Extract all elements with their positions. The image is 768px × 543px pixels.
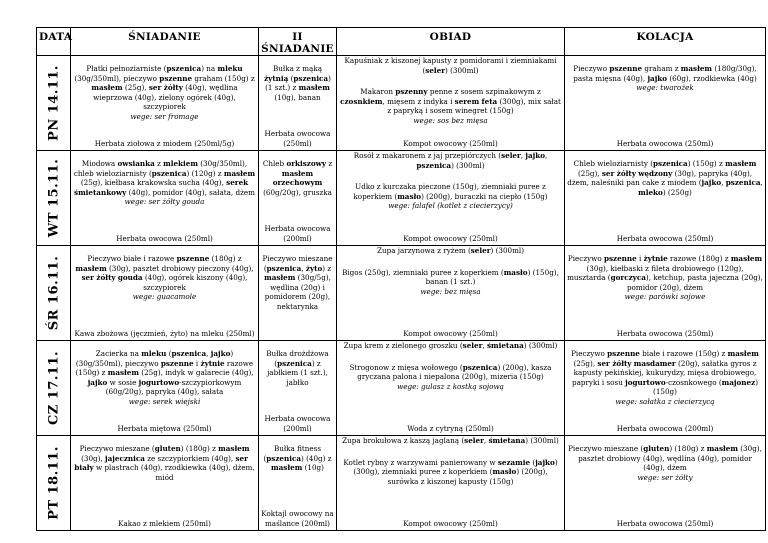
breakfast-cell — [71, 151, 259, 246]
day-label-cell — [37, 151, 71, 246]
lunch-alt: wege: falafel (kotlet z ciecierzycy) — [388, 201, 513, 210]
breakfast-main: Płatki pełnoziarniste (pszenica) na mleku (30g/350ml), pieczywo pszenne graham (150g) z masłem (25g), ser żółty (40g), wędlina wieprzowa (40g), zielony ogórek (40g), szczypiorek — [74, 64, 255, 111]
day-row — [37, 436, 766, 531]
dinner-drink: Herbata owocowa (250ml) — [616, 138, 714, 148]
menu-body — [37, 56, 766, 531]
second-breakfast-drink: Herbata owocowa (200ml) — [264, 414, 331, 433]
second-breakfast-drink: Herbata owocowa (200ml) — [264, 224, 331, 243]
lunch-soup: Kapuśniak z kiszonej kapusty z pomidorami i ziemniakami (seler) (300ml) — [344, 56, 557, 75]
day-label-cell — [37, 341, 71, 436]
day-label: PT 18.11. — [45, 446, 61, 520]
lunch-main: Kotlet rybny z warzywami panierowany w sezamie (jajko) (300g), ziemniaki puree z koperkiem (masło) (200g), surówka z kiszonej kapusty (150g) — [343, 457, 558, 486]
dinner-cell — [565, 246, 766, 341]
breakfast-cell — [71, 436, 259, 531]
day-row — [37, 246, 766, 341]
header-date: DATA — [37, 28, 71, 56]
breakfast-alt: wege: ser fromage — [130, 111, 199, 121]
lunch-soup: Rosół z makaronem z jaj przepiórczych (seler, jajko, pszenica) (300ml) — [353, 151, 548, 170]
dinner-main: Pieczywo pszenne białe i razowe (150g) z masłem (25g), ser żółty masdamer (20g), sałatka gyros z kapusty pekińskiej, kukurydzy, mięsa drobiowego, papryki i sosu jogurtowo-czosnkowego (majonez) (150g) — [571, 349, 759, 396]
day-label: WT 15.11. — [45, 158, 61, 238]
lunch-main: Strogonow z mięsa wołowego (pszenica) (200g), kasza gryczana palona i niepalona (200g), mizeria (150g) — [349, 362, 552, 381]
weekly-menu-table — [36, 27, 766, 531]
second-breakfast-main: Bułka fitness (pszenica) (40g) z masłem (10g) — [263, 444, 332, 472]
lunch-cell — [337, 151, 565, 246]
second-breakfast-main: Pieczywo mieszane (pszenica, żyto) z masłem (30g/5g), wędlina (20g) i pomidorem (20g), nektarynka — [262, 254, 333, 311]
breakfast-drink: Herbata miętowa (250ml) — [117, 423, 212, 433]
dinner-drink: Herbata owocowa (250ml) — [616, 233, 714, 243]
header-row — [37, 28, 766, 56]
second-breakfast-cell — [259, 56, 337, 151]
lunch-drink: Kompot owocowy (250ml) — [403, 138, 498, 148]
day-row — [37, 151, 766, 246]
lunch-main: Udko z kurczaka pieczone (150g), ziemniaki puree z koperkiem (masło) (200g), buraczki na ciepło (150g) — [353, 182, 548, 201]
day-label: ŚR 16.11. — [45, 255, 61, 331]
breakfast-alt: wege: serek wiejski — [128, 396, 201, 406]
second-breakfast-cell — [259, 246, 337, 341]
day-label: PN 14.11. — [45, 65, 61, 141]
lunch-drink: Kompot owocowy (250ml) — [403, 328, 498, 338]
day-label: CZ 17.11. — [45, 350, 61, 426]
dinner-drink: Herbata owocowa (250ml) — [616, 328, 714, 338]
lunch-soup: Zupa jarzynowa z ryżem (seler) (300ml) — [376, 246, 525, 255]
header-breakfast: ŚNIADANIE — [71, 28, 259, 56]
breakfast-cell — [71, 341, 259, 436]
dinner-main: Chleb wieloziarnisty (pszenica) (150g) z masłem (25g), ser żółty wędzony (30g), papryka (40g), dżem, naleśniki pan cake z miodem (jajko, pszenica, mleko) (250g) — [567, 159, 763, 197]
breakfast-alt: wege: ser żółty gouda — [124, 197, 205, 206]
day-label-cell — [37, 436, 71, 531]
breakfast-drink: Kawa zbożowa (jęczmień, żyto) na mleku (250ml) — [74, 328, 255, 338]
lunch-cell — [337, 56, 565, 151]
lunch-cell — [337, 246, 565, 341]
dinner-cell — [565, 436, 766, 531]
header-dinner: KOLACJA — [565, 28, 766, 56]
lunch-alt: wege: gulasz z kostką sojową — [397, 381, 504, 391]
lunch-cell — [337, 436, 565, 531]
second-breakfast-main: Bułka drożdżowa (pszenica) z jabłkiem (1 szt.), jabłko — [266, 349, 329, 387]
breakfast-main: Miodowa owsianka z mlekiem (30g/350ml), chleb wieloziarnisty (pszenica) (120g) z masłem (25g), kiełbasa krakowska sucha (40g), serek śmietankowy (40g), pomidor (40g), sałata, dżem — [73, 159, 256, 197]
dinner-alt: wege: parówki sojowe — [624, 292, 706, 301]
second-breakfast-cell — [259, 341, 337, 436]
lunch-drink: Kompot owocowy (250ml) — [403, 518, 498, 528]
second-breakfast-cell — [259, 436, 337, 531]
breakfast-main: Zacierka na mleku (pszenica, jajko) (30g/350ml), pieczywo pszenne i żytnie razowe (150g) z masłem (25g), indyk w galarecie (40g), jajko w sosie jogurtowo-szczypiorkowym (60g/20g), papryka (40g), sałata — [75, 349, 254, 396]
second-breakfast-main: Chleb orkiszowy z masłem orzechowym (60g/20g), gruszka — [262, 159, 333, 197]
dinner-cell — [565, 56, 766, 151]
day-label-cell — [37, 56, 71, 151]
second-breakfast-drink: Koktajl owocowy na maślance (200ml) — [261, 509, 334, 528]
lunch-soup: Zupa krem z zielonego groszku (seler, śmietana) (300ml) — [343, 341, 558, 350]
breakfast-alt: wege: guacamole — [132, 292, 197, 301]
breakfast-drink: Herbata ziołowa z miodem (250ml/5g) — [94, 138, 235, 148]
lunch-cell — [337, 341, 565, 436]
dinner-cell — [565, 341, 766, 436]
header-second-breakfast: II ŚNIADANIE — [259, 28, 337, 56]
lunch-soup: Zupa brokułowa z kaszą jaglaną (seler, śmietana) (300ml) — [342, 436, 559, 445]
lunch-main: Makaron pszenny penne z sosem szpinakowym z czosnkiem, mięsem z indyka i serem feta (300g), mix sałat z papryką i sosem winegret (150g) — [340, 87, 561, 115]
lunch-main: Bigos (250g), ziemniaki puree z koperkiem (masło) (150g), banan (1 szt.) — [342, 267, 559, 286]
lunch-drink: Kompot owocowy (250ml) — [403, 233, 498, 243]
breakfast-cell — [71, 246, 259, 341]
dinner-alt: wege: twarożek — [636, 83, 694, 92]
day-row — [37, 56, 766, 151]
second-breakfast-drink: Herbata owocowa (250ml) — [264, 129, 331, 148]
header-lunch: OBIAD — [337, 28, 565, 56]
dinner-drink: Herbata owocowa (200ml) — [616, 423, 714, 433]
dinner-alt: wege: ser żółty — [637, 472, 693, 482]
breakfast-main: Pieczywo białe i razowe pszenne (180g) z masłem (30g), pasztet drobiowy pieczony (40g), ser żółty gouda (40g), ogórek kiszony (40g), szczypiorek — [75, 254, 254, 292]
second-breakfast-main: Bułka z mąką żytnią (pszenica) (1 szt.) z masłem (10g), banan — [264, 64, 331, 102]
dinner-alt: wege: sałatka z ciecierzycą — [615, 396, 715, 406]
dinner-drink: Herbata owocowa (250ml) — [616, 518, 714, 528]
dinner-main: Pieczywo mieszane (gluten) (180g) z masłem (30g), pasztet drobiowy (40g), wędlina (40g), pomidor (40g), dżem — [568, 444, 762, 472]
breakfast-drink: Kakao z mlekiem (250ml) — [118, 518, 211, 528]
lunch-alt: wege: bez mięsa — [420, 286, 481, 296]
dinner-main: Pieczywo pszenne i żytnie razowe (180g) z masłem (30g), kiełbaski z fileta drobiowego (120g), musztarda (gorczyca), ketchup, pasta jajeczna (20g), pomidor (20g), dżem — [567, 254, 763, 292]
day-row — [37, 341, 766, 436]
day-label-cell — [37, 246, 71, 341]
lunch-drink: Woda z cytryną (250ml) — [407, 423, 494, 433]
breakfast-main: Pieczywo mieszane (gluten) (180g) z masłem (30g), jajecznica ze szczypiorkiem (40g), ser biały w plastrach (40g), rzodkiewka (40g), dżem, miód — [74, 444, 255, 482]
breakfast-cell — [71, 56, 259, 151]
dinner-main: Pieczywo pszenne graham z masłem (180g/30g), pasta mięsna (40g), jajko (60g), rzodkiewka (40g) — [573, 64, 757, 83]
lunch-alt: wege: sos bez mięsa — [413, 115, 488, 125]
second-breakfast-cell — [259, 151, 337, 246]
dinner-cell — [565, 151, 766, 246]
breakfast-drink: Herbata owocowa (250ml) — [116, 233, 213, 243]
